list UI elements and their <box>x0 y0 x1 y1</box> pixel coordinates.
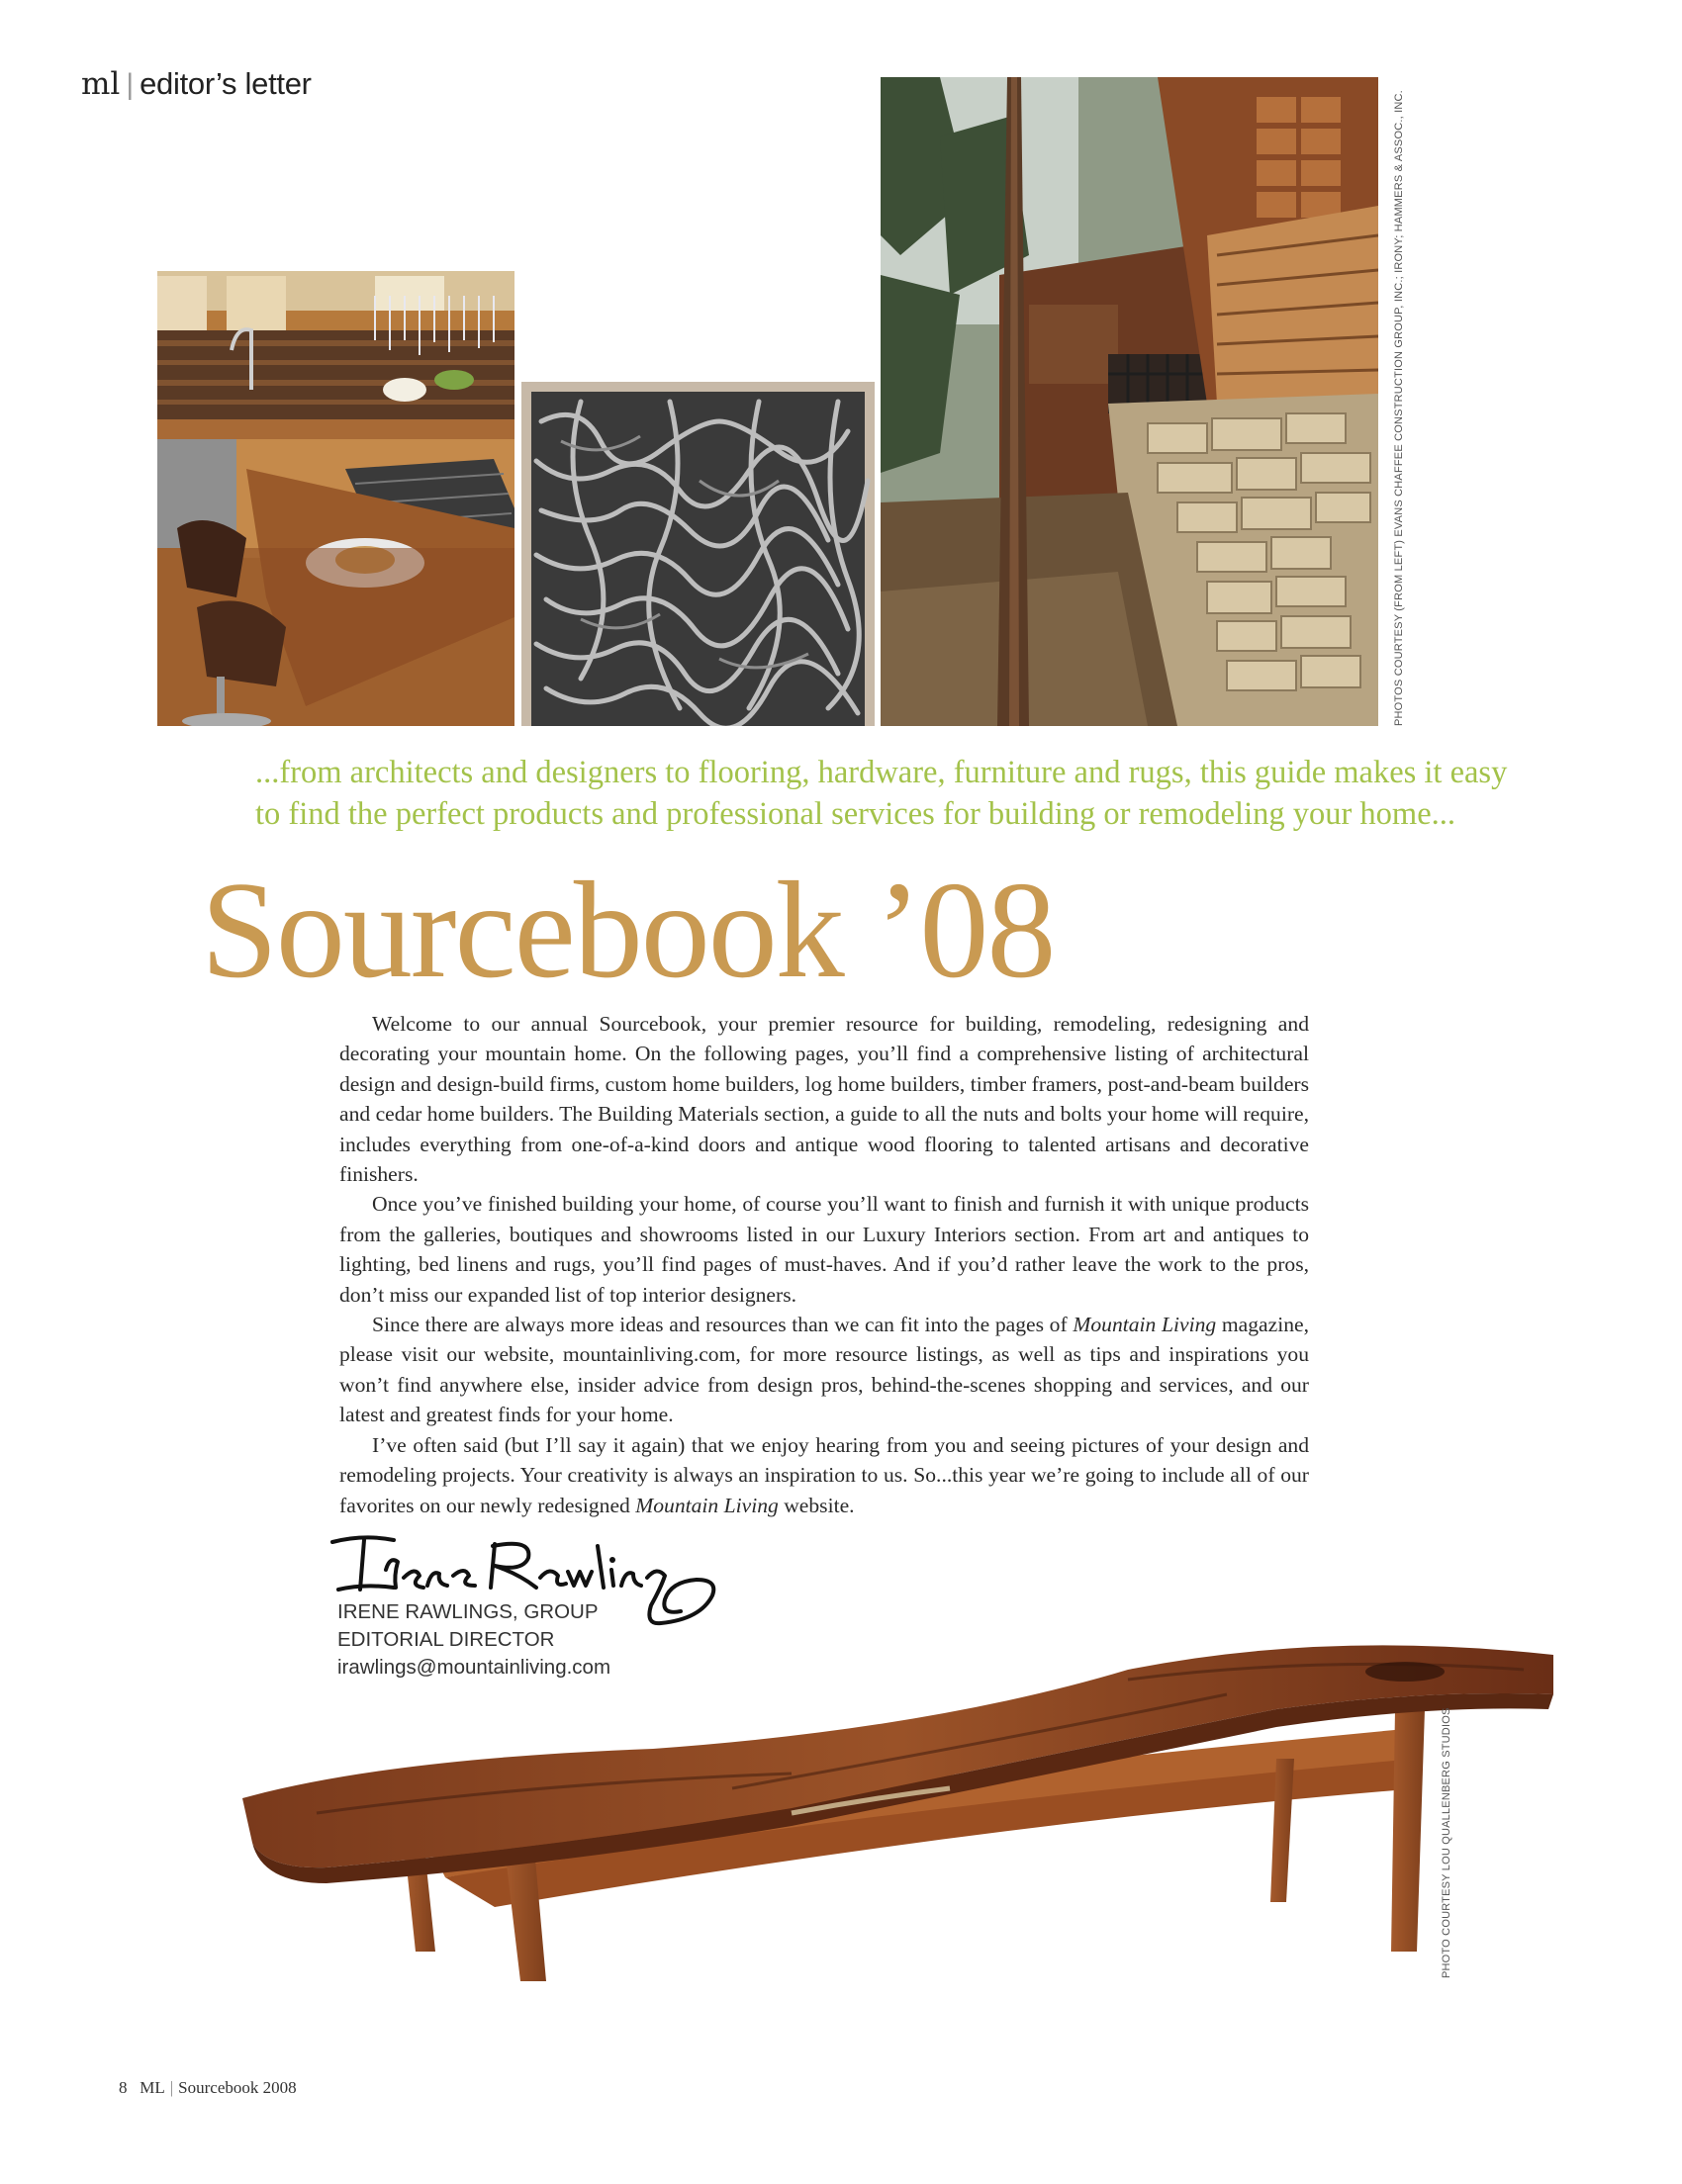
header-separator: | <box>126 68 135 101</box>
page-number: 8 <box>119 2078 128 2097</box>
signoff-name: IRENE RAWLINGS, GROUP <box>337 1600 599 1623</box>
kitchen-photo <box>157 271 514 726</box>
body-paragraph-4-text-b: website. <box>778 1493 855 1517</box>
page-title: Sourcebook ’08 <box>201 854 1055 1007</box>
tagline-line-1: ...from architects and designers to flooring, hardware, furniture and rugs, this guide makes it easy <box>255 755 1508 790</box>
photo-credit-top: PHOTOS COURTESY (FROM LEFT) EVANS CHAFFEE CONSTRUCTION GROUP, INC.; IRONY; HAMMERS & ASSOC., INC. <box>1393 90 1405 726</box>
signoff-email[interactable]: irawlings@mountainliving.com <box>337 1656 611 1679</box>
body-paragraph-3 <box>339 1310 1309 1430</box>
body-paragraph-2: Once you’ve finished building your home, of course you’ll want to finish and furnish it with unique products from the galleries, boutiques and showrooms listed in our Luxury Interiors section. From art and antiques to lighting, bed linens and rugs, you’ll find pages of must-haves. And if you’d rather leave the work to the pros, don’t miss our expanded list of top interior designers. <box>339 1192 1309 1307</box>
editor-letter-body <box>339 1009 1309 1520</box>
tagline <box>255 752 1621 835</box>
tagline-line-2: to find the perfect products and professional services for building or remodeling your home... <box>255 796 1456 832</box>
body-paragraph-3-text-b: magazine, please visit our website, mountainliving.com, for more resource listings, as well as tips and inspirations you won’t find anywhere else, insider advice from design pros, behind-the-scenes shopping and services, and our latest and greatest finds for your home. <box>339 1313 1310 1427</box>
footer-separator: | <box>169 2078 174 2097</box>
magazine-name-italic: Mountain Living <box>1073 1313 1217 1337</box>
bench-photo <box>237 1610 1563 1986</box>
brand-mark: ml <box>81 66 121 102</box>
photo-credit-bench: PHOTO COURTESY LOU QUALLENBERG STUDIOS <box>1441 1707 1452 1978</box>
footer-brand: ML <box>140 2078 165 2097</box>
signoff-title: EDITORIAL DIRECTOR <box>337 1628 555 1651</box>
body-paragraph-3-text-a: Since there are always more ideas and resources than we can fit into the pages of <box>372 1313 1074 1337</box>
page-footer <box>119 2078 297 2098</box>
mountain-home-photo <box>881 77 1378 726</box>
body-paragraph-4 <box>339 1430 1309 1520</box>
website-name-italic: Mountain Living <box>635 1493 779 1517</box>
body-paragraph-1: Welcome to our annual Sourcebook, your premier resource for building, remodeling, redesigning and decorating your mountain home. On the following pages, you’ll find a comprehensive listing of architectural design and design-build firms, custom home builders, log home builders, timber framers, post-and-beam builders and cedar home builders. The Building Materials section, a guide to all the nuts and bolts your home will require, includes everything from one-of-a-kind doors and antique wood flooring to talented artisans and decorative finishers. <box>339 1012 1309 1187</box>
section-header <box>81 65 312 102</box>
pattern-panel-photo <box>521 382 875 726</box>
body-paragraph-4-text-a: I’ve often said (but I’ll say it again) that we enjoy hearing from you and seeing pictures of your design and remodeling projects. Your creativity is always an inspiration to us. So...this year we’re going to include all of our favorites on our newly redesigned <box>339 1432 1309 1517</box>
section-name: editor’s letter <box>140 66 312 101</box>
footer-issue: Sourcebook 2008 <box>178 2078 297 2097</box>
